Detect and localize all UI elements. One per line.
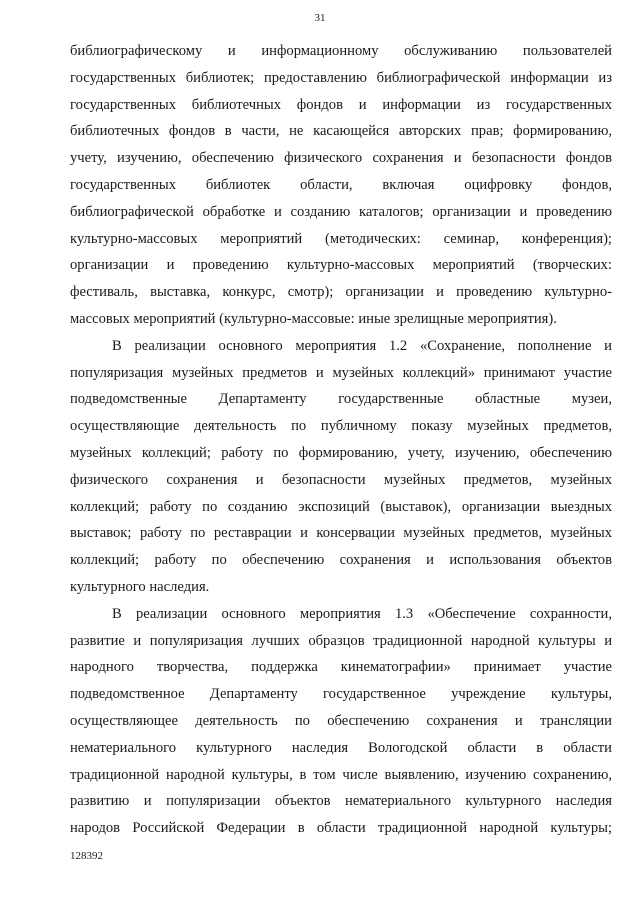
text-line: В реализации основного мероприятия 1.2 «Сохранение, пополнение и (112, 337, 612, 354)
text-line: массовых мероприятий (культурно-массовые: иные зрелищные мероприятия). (70, 310, 557, 327)
text-line: подведомственные Департаменту государственные областные музеи, (70, 391, 612, 408)
text-line: фестиваль, выставка, конкурс, смотр); организации и проведению культурно- (70, 284, 612, 301)
text-line: библиотечных фондов в части, не касающейся авторских прав; формированию, (70, 123, 612, 140)
text-line: народного творчества, поддержка кинематографии» принимает участие (70, 659, 612, 676)
text-line: государственных библиотечных фондов и информации из государственных (70, 96, 612, 113)
text-line: коллекций; работу по обеспечению сохранения и использования объектов (70, 552, 612, 569)
text-line: физического сохранения и безопасности музейных предметов, музейных (70, 471, 612, 488)
text-line: развитие и популяризация лучших образцов традиционной народной культуры и (70, 632, 612, 649)
text-line: музейных коллекций; работу по формированию, учету, изучению, обеспечению (70, 444, 612, 461)
text-line: организации и проведению культурно-массовых мероприятий (творческих: (70, 257, 612, 274)
text-line: нематериального культурного наследия Вологодской области в области (70, 739, 612, 756)
text-line: коллекций; работу по созданию экспозиций (выставок), организации выездных (70, 498, 612, 515)
text-line: подведомственное Департаменту государственное учреждение культуры, (70, 686, 612, 703)
text-line: культурного наследия. (70, 578, 210, 595)
text-line: государственных библиотек; предоставлению библиографической информации из (70, 69, 612, 86)
text-line: выставок; работу по реставрации и консервации музейных предметов, музейных (70, 525, 612, 542)
text-line: осуществляющее деятельность по обеспечению сохранения и трансляции (70, 712, 612, 729)
text-line: развитию и популяризации объектов нематериального культурного наследия (70, 793, 612, 810)
text-line: популяризация музейных предметов и музейных коллекций» принимают участие (70, 364, 612, 381)
document-code: 128392 (70, 850, 103, 862)
document-body (70, 38, 612, 842)
text-line: учету, изучению, обеспечению физического сохранения и безопасности фондов (70, 150, 612, 167)
text-line: библиографическому и информационному обслуживанию пользователей (70, 43, 612, 59)
text-line: государственных библиотек области, включая оцифровку фондов, (70, 176, 612, 193)
text-line: В реализации основного мероприятия 1.3 «Обеспечение сохранности, (112, 605, 612, 622)
text-line: библиографической обработке и созданию каталогов; организации и проведению (70, 203, 612, 220)
text-line: традиционной народной культуры, в том числе выявлению, изучению сохранению, (70, 766, 612, 783)
text-line: народов Российской Федерации в области традиционной народной культуры; (70, 820, 612, 837)
text-line: культурно-массовых мероприятий (методических: семинар, конференция); (70, 230, 612, 247)
page-number: 31 (314, 12, 326, 24)
text-line: осуществляющие деятельность по публичному показу музейных предметов, (70, 418, 612, 435)
